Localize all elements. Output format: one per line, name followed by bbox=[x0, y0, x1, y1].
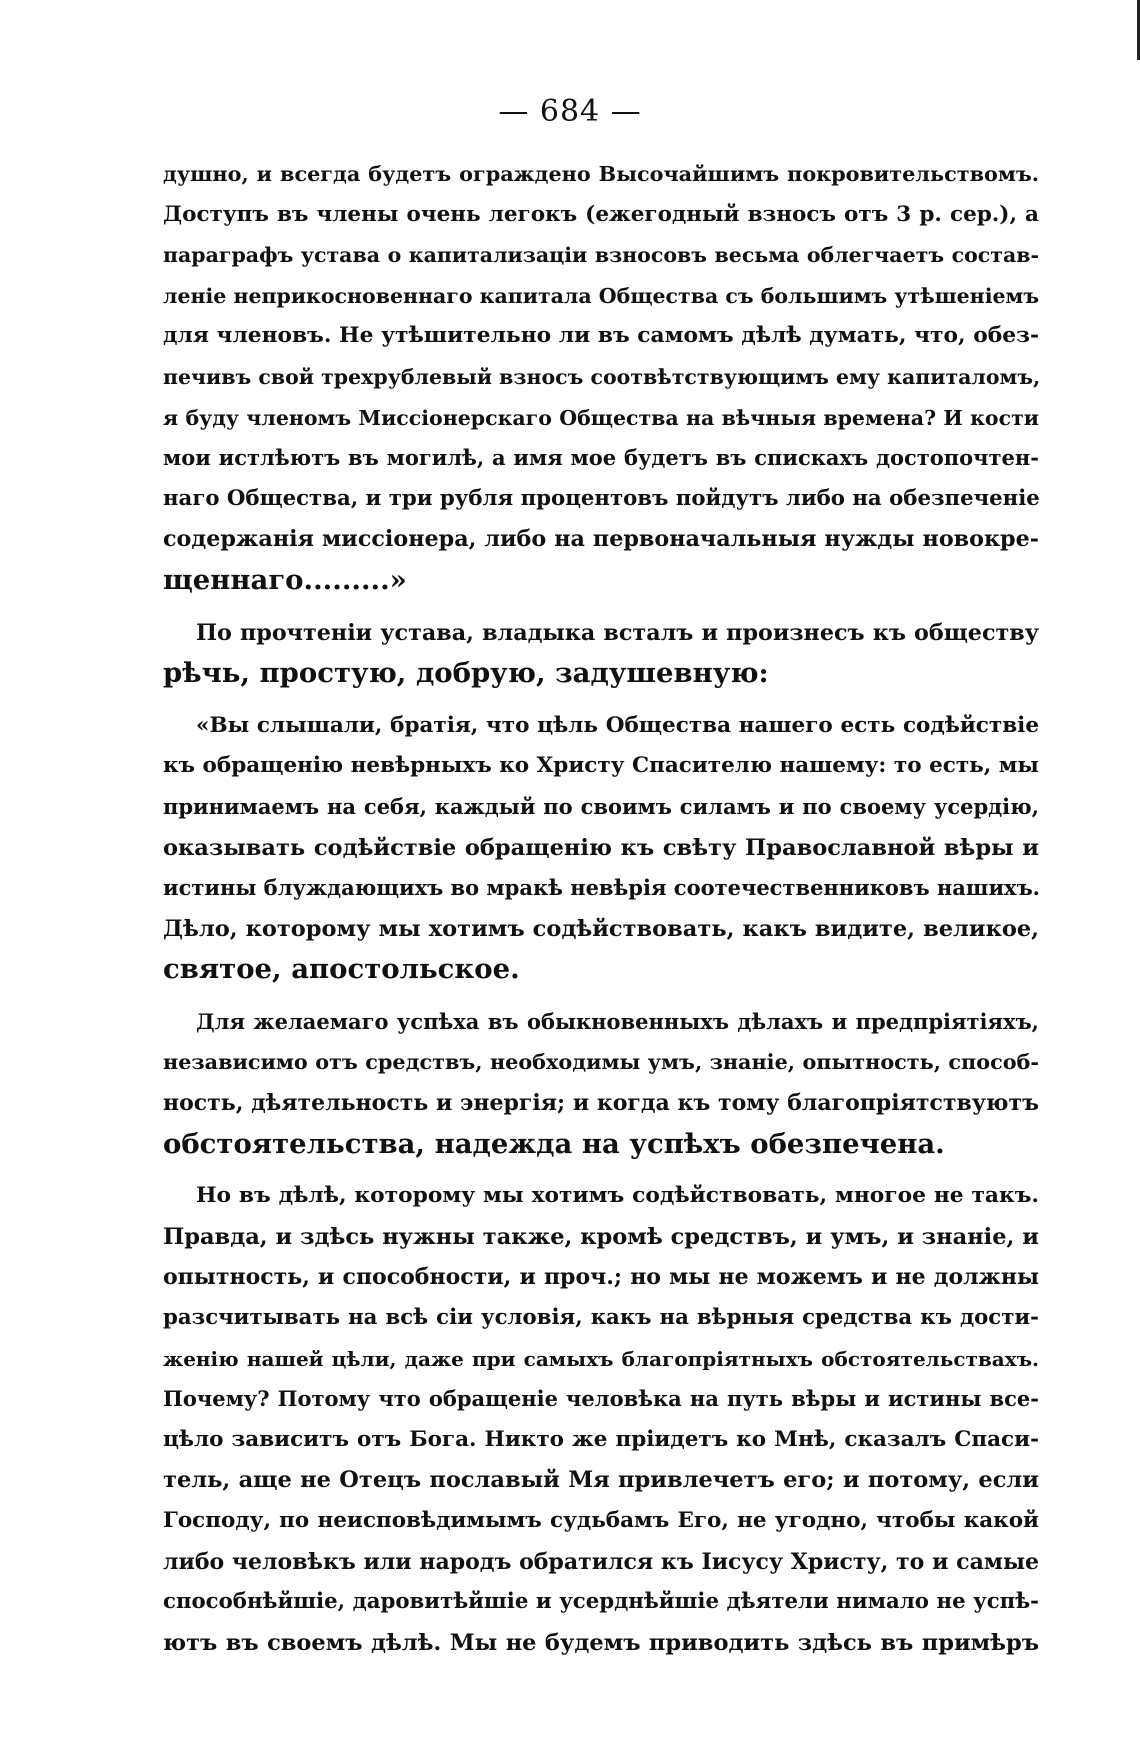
text-line: либо человѣкъ или народъ обратился къ Іисусу Христу, то и самые bbox=[163, 1548, 1039, 1575]
text-line: для членовъ. Не утѣшительно ли въ самомъ дѣлѣ думать, что, обез- bbox=[163, 323, 1039, 349]
text-line: Почему? Потому что обращеніе человѣка на путь вѣры и истины все- bbox=[163, 1386, 1039, 1412]
paragraph-5 bbox=[163, 1176, 1039, 1663]
text-line: опытность, и способности, и проч.; но мы не можемъ и не должны bbox=[163, 1264, 1039, 1291]
paragraph-1 bbox=[163, 154, 1039, 601]
text-line: принимаемъ на себя, каждый по своимъ силамъ и по своему усердію, bbox=[163, 793, 1039, 819]
text-line: наго Общества, и три рубля процентовъ пойдутъ либо на обезпеченіе bbox=[163, 485, 1040, 511]
text-line: цѣло зависитъ отъ Бога. Никто же пріидетъ ко Мнѣ, сказалъ Спаси- bbox=[163, 1426, 1039, 1452]
text-line: къ обращенію невѣрныхъ ко Христу Спасителю нашему: то есть, мы bbox=[163, 753, 1039, 779]
text-line: душно, и всегда будетъ ограждено Высочайшимъ покровительствомъ. bbox=[163, 162, 1039, 186]
text-line: леніе неприкосновеннаго капитала Общества съ большимъ утѣшеніемъ bbox=[163, 283, 1040, 308]
text-line: обстоятельства, надежда на успѣхъ обезпечена. bbox=[163, 1127, 945, 1160]
paragraph-2 bbox=[163, 613, 1039, 694]
paragraph-gap bbox=[163, 601, 1039, 613]
paragraph-gap bbox=[163, 990, 1039, 1002]
text-line: я буду членомъ Миссіонерскаго Общества на вѣчныя времена? И кости bbox=[163, 405, 1039, 430]
text-line: Дѣло, которому мы хотимъ содѣйствовать, какъ видите, великое, bbox=[163, 915, 1039, 942]
text-line: мои истлѣютъ въ могилѣ, а имя мое будетъ въ спискахъ достопочтен- bbox=[163, 445, 1039, 471]
text-line: Господу, по неисповѣдимымъ судьбамъ Его, не угодно, чтобы какой bbox=[163, 1508, 1039, 1533]
paragraph-4 bbox=[163, 1002, 1039, 1164]
text-line: Для желаемаго успѣха въ обыкновенныхъ дѣлахъ и предпріятіяхъ, bbox=[196, 1008, 1039, 1034]
text-line: способнѣйшіе, даровитѣйшіе и усерднѣйшіе дѣятели нимало не успѣ- bbox=[163, 1589, 1039, 1615]
text-line: женію нашей цѣли, даже при самыхъ благопріятныхъ обстоятельствахъ. bbox=[163, 1346, 1039, 1371]
text-line: Но въ дѣлѣ, которому мы хотимъ содѣйствовать, многое не такъ. bbox=[196, 1183, 1039, 1209]
text-line: святое, апостольское. bbox=[163, 953, 520, 986]
text-line: печивъ свой трехрублевый взносъ соотвѣтствующимъ ему капиталомъ, bbox=[163, 364, 1041, 389]
text-line: тель, аще не Отецъ пославый Мя привлечетъ его; и потому, если bbox=[163, 1467, 1039, 1494]
text-line: «Вы слышали, братія, что цѣль Общества нашего есть содѣйствіе bbox=[196, 712, 1039, 738]
text-line: независимо отъ средствъ, необходимы умъ, знаніе, опытность, способ- bbox=[163, 1050, 1039, 1075]
text-line: ютъ въ своемъ дѣлѣ. Мы не будемъ приводить здѣсь въ примѣръ bbox=[163, 1629, 1039, 1656]
text-line: разсчитывать на всѣ сіи условія, какъ на вѣрныя средства къ дости- bbox=[163, 1305, 1039, 1331]
text-line: истины блуждающихъ во мракѣ невѣрія соотечественниковъ нашихъ. bbox=[163, 875, 1040, 901]
text-line: ность, дѣятельность и энергія; и когда къ тому благопріятствуютъ bbox=[163, 1090, 1039, 1117]
text-line: содержанія миссіонера, либо на первоначальныя нужды новокре- bbox=[163, 526, 1039, 553]
text-line: рѣчь, простую, добрую, задушевную: bbox=[163, 657, 769, 690]
text-line: параграфъ устава о капитализаціи взносовъ весьма облегчаетъ состав- bbox=[163, 243, 1039, 268]
paragraph-gap bbox=[163, 1164, 1039, 1176]
paragraph-3 bbox=[163, 706, 1039, 990]
text-line: щеннаго.........» bbox=[163, 563, 407, 596]
body-text bbox=[163, 154, 1039, 1663]
text-line: Доступъ въ члены очень легокъ (ежегодный взносъ отъ 3 р. сер.), а bbox=[163, 201, 1039, 227]
text-line: оказывать содѣйствіе обращенію къ свѣту Православной вѣры и bbox=[163, 834, 1039, 861]
paragraph-gap bbox=[163, 694, 1039, 706]
text-line: По прочтеніи устава, владыка всталъ и произнесъ къ обществу bbox=[196, 619, 1039, 646]
page-number: — 684 — bbox=[498, 94, 642, 129]
text-line: Правда, и здѣсь нужны также, кромѣ средствъ, и умъ, и знаніе, и bbox=[163, 1223, 1039, 1250]
